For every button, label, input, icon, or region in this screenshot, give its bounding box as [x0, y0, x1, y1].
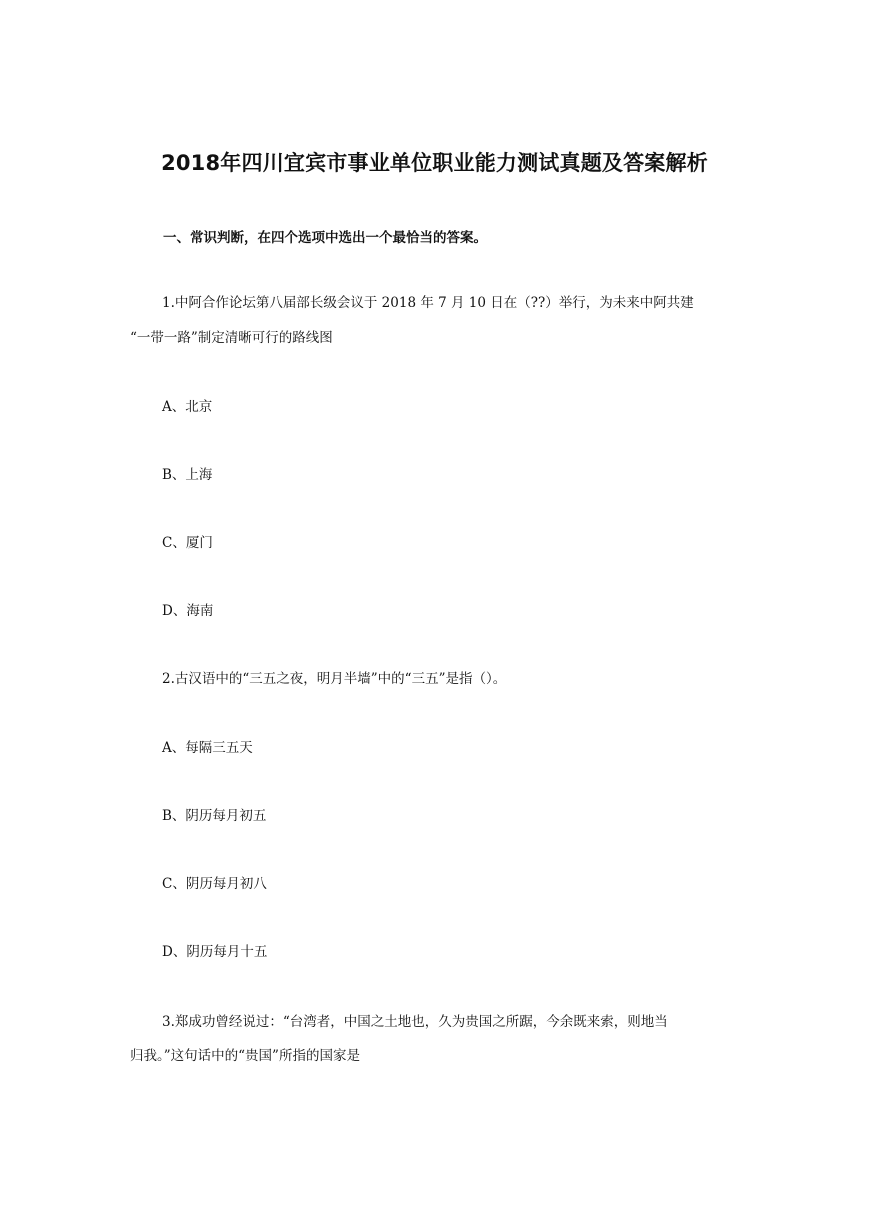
question-1-option-b: B、上海 [162, 467, 213, 483]
question-1-line-2: “一带一路”制定清晰可行的路线图 [130, 330, 333, 346]
section-heading: 一、常识判断，在四个选项中选出一个最恰当的答案。 [163, 230, 487, 246]
question-2-option-b: B、阴历每月初五 [162, 808, 267, 824]
question-2-option-d: D、阴历每月十五 [162, 944, 268, 960]
question-2-line-1: 2.古汉语中的“三五之夜，明月半墙”中的“三五”是指（）。 [162, 671, 507, 687]
question-2-option-a: A、每隔三五天 [162, 740, 253, 756]
question-1-option-a: A、北京 [162, 399, 213, 415]
question-2-option-c: C、阴历每月初八 [162, 876, 267, 892]
question-1-line-1: 1.中阿合作论坛第八届部长级会议于 2018 年 7 月 10 日在（??）举行，为未来中阿共建 [162, 295, 694, 311]
document-title: 2018年四川宜宾市事业单位职业能力测试真题及答案解析 [161, 151, 708, 175]
question-1-option-d: D、海南 [162, 603, 214, 619]
question-1-option-c: C、厦门 [162, 535, 213, 551]
question-3-line-2: 归我。”这句话中的“贵国”所指的国家是 [130, 1048, 360, 1064]
question-3-line-1: 3.郑成功曾经说过：“台湾者，中国之土地也，久为贵国之所踞，今余既来索，则地当 [162, 1014, 668, 1030]
